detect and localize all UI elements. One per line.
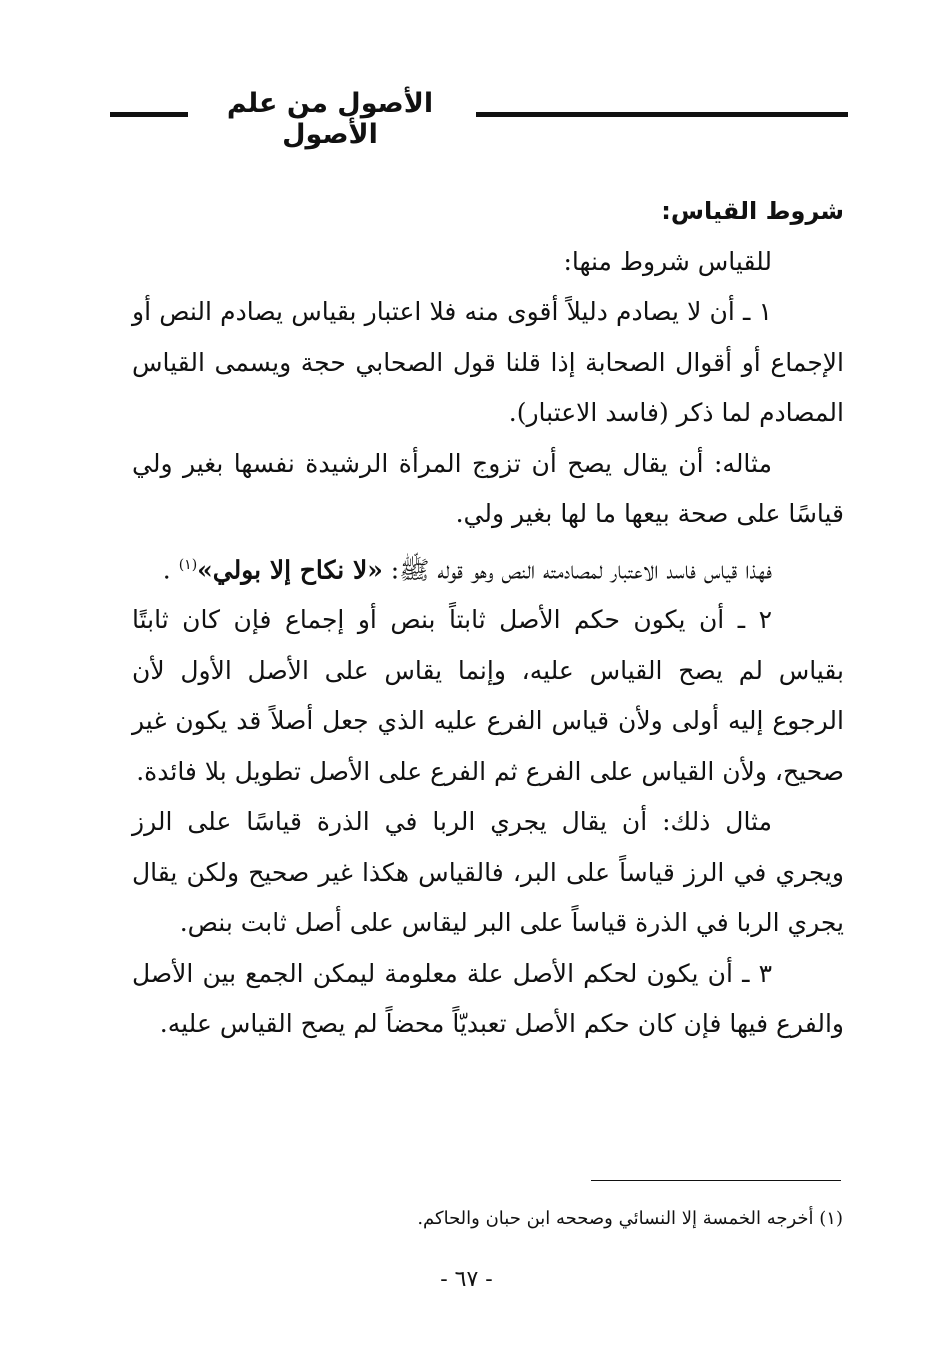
condition-2-paragraph: ٢ ـ أن يكون حكم الأصل ثابتاً بنص أو إجماع فإن كان ثابتًا بقياس لم يصح القياس عليه، وإنما يقاس على الأصل الأول لأن الرجوع إليه أولى ولأن قياس الفرع عليه الذي جعل أصلاً قد يكون غير صحيح، ولأن القياس على الفرع ثم الفرع على الأصل تطويل بلا فائدة.	[132, 605, 844, 786]
footnote-reference: (١)	[178, 556, 198, 573]
footnote: (١) أخرجه الخمسة إلا النسائي وصححه ابن حبان والحاكم.	[417, 1208, 843, 1229]
header-title: الأصول من علم الأصول	[226, 88, 434, 150]
example-1-continuation	[132, 540, 844, 596]
header-rule-right	[476, 112, 848, 117]
example-1-end: .	[162, 554, 179, 584]
hadith-quote: «لا نكاح إلا بولي»	[197, 554, 383, 584]
condition-3-paragraph: ٣ ـ أن يكون لحكم الأصل علة معلومة ليمكن الجمع بين الأصل والفرع فيها فإن كان حكم الأصل تعبديّاً محضاً لم يصح القياس عليه.	[132, 958, 844, 1039]
page-body	[132, 186, 844, 1050]
example-1-paragraph: مثاله: أن يقال يصح أن تزوج المرأة الرشيدة نفسها بغير ولي قياسًا على صحة بيعها ما لها بغير ولي.	[132, 448, 844, 528]
example-1-continuation-text: فهذا قياس فاسد الاعتبار لمصادمته النص وهو قوله ﷺ:	[382, 554, 772, 584]
example-2-paragraph: مثال ذلك: أن يقال يجري الربا في الذرة قياسًا على الرز ويجري في الرز قياساً على البر، فالقياس هكذا غير صحيح ولكن يقال يجري الربا في الذرة قياساً على البر ليقاس على أصل ثابت بنص.	[132, 807, 844, 938]
section-title: شروط القياس:	[661, 197, 844, 225]
page-number: - ٦٧ -	[440, 1267, 493, 1292]
header-rule-left	[110, 112, 188, 117]
intro-paragraph: للقياس شروط منها:	[563, 246, 772, 276]
condition-1-paragraph: ١ ـ أن لا يصادم دليلاً أقوى منه فلا اعتبار بقياس يصادم النص أو الإجماع أو أقوال الصحابة إذا قلنا قول الصحابي حجة ويسمى القياس المصادم لما ذكر (فاسد الاعتبار).	[132, 297, 844, 427]
footnote-divider	[591, 1180, 841, 1181]
page-header	[100, 88, 848, 150]
